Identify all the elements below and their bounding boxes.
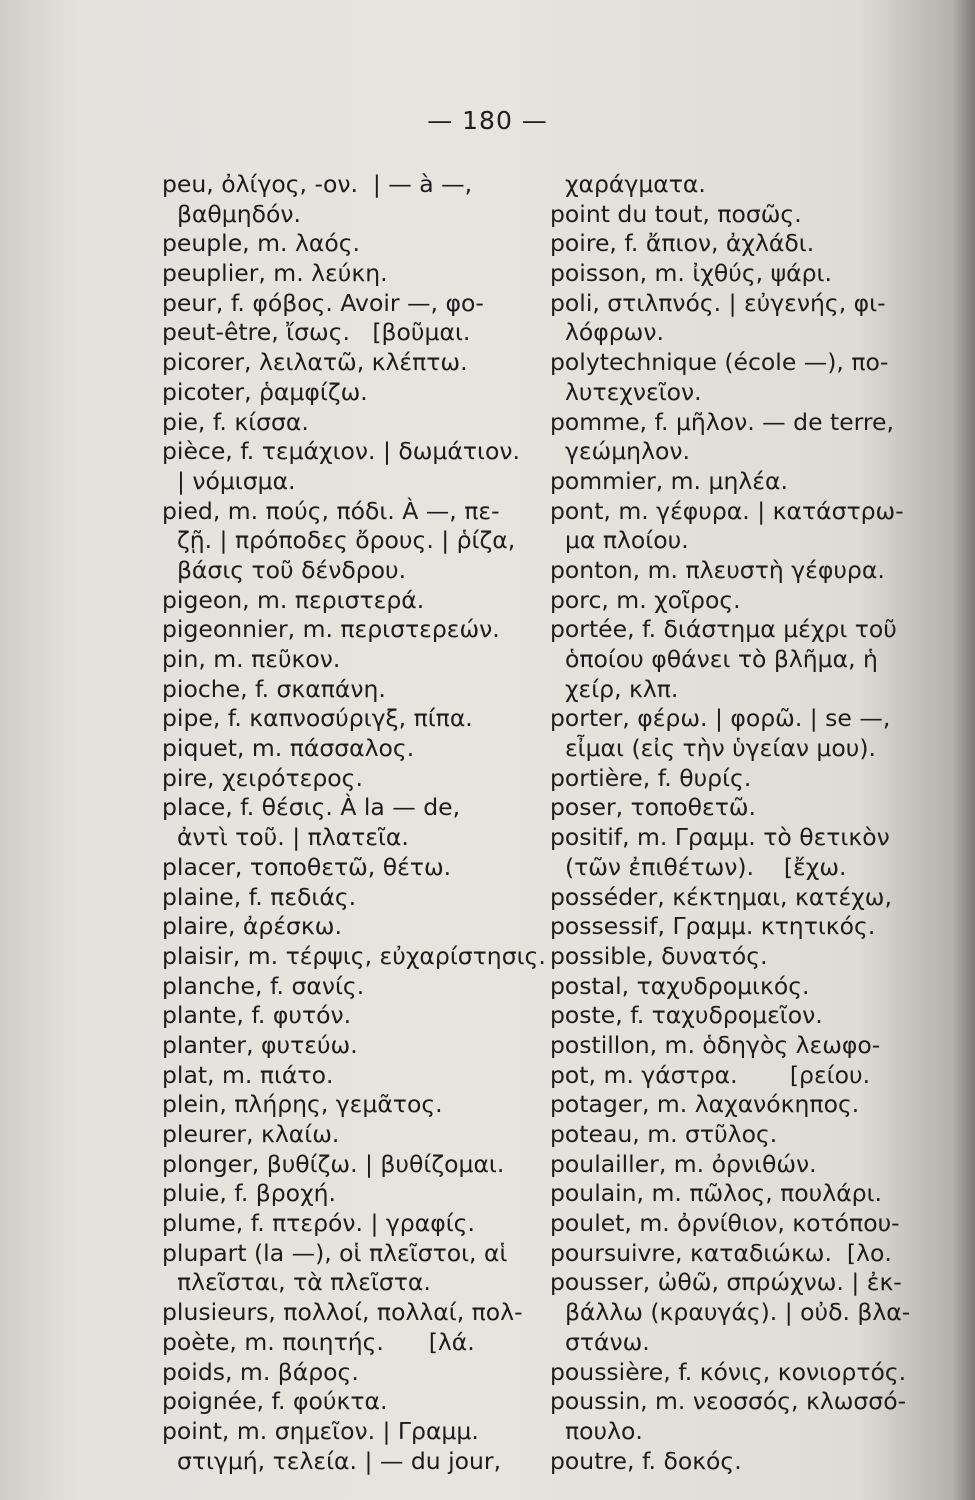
dictionary-entry-line: porc, m. χοῖρος. bbox=[550, 585, 741, 614]
dictionary-entry-line: pioche, f. σκαπάνη. bbox=[162, 674, 386, 703]
dictionary-entry-line: picorer, λειλατῶ, κλέπτω. bbox=[162, 348, 468, 377]
dictionary-entry-line: poli, στιλπνός. | εὐγενής, φι- bbox=[550, 288, 886, 317]
dictionary-entry-line: pie, f. κίσσα. bbox=[162, 407, 309, 436]
dictionary-entry-line: pied, m. πούς, πόδι. À —, πε- bbox=[162, 496, 500, 525]
dictionary-entry-line: ὁποίου φθάνει τὸ βλῆμα, ἡ bbox=[550, 645, 878, 673]
dictionary-entry-line: βαθμηδόν. bbox=[162, 199, 302, 228]
dictionary-entry-line: picoter, ῥαμφίζω. bbox=[162, 377, 368, 406]
dictionary-entry-line: pomme, f. μῆλον. — de terre, bbox=[550, 407, 894, 436]
dictionary-entry-line: portée, f. διάστημα μέχρι τοῦ bbox=[550, 615, 897, 644]
dictionary-entry-line: postal, ταχυδρομικός. bbox=[550, 971, 810, 1000]
dictionary-entry-line: pleurer, κλαίω. bbox=[162, 1120, 340, 1148]
dictionary-entry-line: poutre, f. δοκός. bbox=[550, 1446, 742, 1475]
dictionary-entry-line: plupart (la —), οἱ πλεῖστοι, αἱ bbox=[162, 1238, 508, 1267]
dictionary-entry-line: γεώμηλον. bbox=[550, 437, 690, 466]
page-edge-shadow bbox=[953, 0, 975, 1500]
dictionary-entry-line: potager, m. λαχανόκηπος. bbox=[550, 1090, 860, 1119]
page-number: — 180 — bbox=[427, 106, 548, 135]
dictionary-entry-line: poids, m. βάρος. bbox=[162, 1357, 359, 1386]
dictionary-entry-line: plonger, βυθίζω. | βυθίζομαι. bbox=[162, 1149, 505, 1178]
dictionary-entry-line: λόφρων. bbox=[550, 318, 664, 347]
dictionary-entry-line: μα πλοίου. bbox=[550, 526, 689, 555]
dictionary-entry-line: peu, ὀλίγος, -ον. | — à —, bbox=[162, 170, 473, 198]
left-column bbox=[162, 170, 546, 1476]
dictionary-entry-line: poste, f. ταχυδρομεῖον. bbox=[550, 1001, 823, 1030]
dictionary-entry-line: | νόμισμα. bbox=[162, 466, 296, 495]
dictionary-entry-line: στάνω. bbox=[550, 1327, 650, 1356]
dictionary-entry-line: posséder, κέκτημαι, κατέχω, bbox=[550, 882, 892, 911]
dictionary-entry-line: λυτεχνεῖον. bbox=[550, 377, 702, 406]
right-column bbox=[550, 170, 920, 1476]
dictionary-entry-line: plaire, ἀρέσκω. bbox=[162, 912, 342, 941]
dictionary-entry-line: plume, f. πτερόν. | γραφίς. bbox=[162, 1209, 475, 1238]
dictionary-entry-line: poignée, f. φούκτα. bbox=[162, 1387, 388, 1416]
dictionary-entry-line: planter, φυτεύω. bbox=[162, 1030, 358, 1059]
dictionary-entry-line: poulet, m. ὀρνίθιον, κοτόπου- bbox=[550, 1209, 900, 1238]
dictionary-entry-line: peuple, m. λαός. bbox=[162, 229, 360, 258]
dictionary-entry-line: poulailler, m. ὀρνιθών. bbox=[550, 1149, 817, 1178]
dictionary-entry-line: poser, τοποθετῶ. bbox=[550, 793, 757, 822]
dictionary-entry-line: poète, m. ποιητής. [λά. bbox=[162, 1327, 475, 1356]
dictionary-entry-line: point, m. σημεῖον. | Γραμμ. bbox=[162, 1416, 479, 1445]
dictionary-entry-line: portière, f. θυρίς. bbox=[550, 763, 752, 792]
dictionary-entry-line: στιγμή, τελεία. | — du jour, bbox=[162, 1446, 502, 1475]
dictionary-entry-line: planche, f. σανίς. bbox=[162, 971, 365, 1000]
dictionary-entry-line: placer, τοποθετῶ, θέτω. bbox=[162, 852, 452, 881]
dictionary-entry-line: pont, m. γέφυρα. | κατάστρω- bbox=[550, 496, 904, 525]
dictionary-entry-line: (τῶν ἐπιθέτων). [ἔχω. bbox=[550, 852, 847, 881]
dictionary-entry-line: porter, φέρω. | φορῶ. | se —, bbox=[550, 704, 891, 733]
dictionary-entry-line: peuplier, m. λεύκη. bbox=[162, 259, 388, 288]
dictionary-entry-line: πουλο. bbox=[550, 1416, 643, 1445]
dictionary-entry-line: polytechnique (école —), πο- bbox=[550, 348, 889, 377]
dictionary-entry-line: poulain, m. πῶλος, πουλάρι. bbox=[550, 1179, 883, 1208]
dictionary-entry-line: χείρ, κλπ. bbox=[550, 674, 679, 703]
dictionary-entry-line: βάσις τοῦ δένδρου. bbox=[162, 555, 407, 584]
dictionary-entry-line: pipe, f. καπνοσύριγξ, πίπα. bbox=[162, 704, 473, 733]
dictionary-entry-line: ponton, m. πλευστὴ γέφυρα. bbox=[550, 555, 885, 584]
dictionary-entry-line: ἀντὶ τοῦ. | πλατεῖα. bbox=[162, 823, 409, 852]
dictionary-entry-line: poursuivre, καταδιώκω. [λο. bbox=[550, 1238, 892, 1267]
dictionary-entry-line: place, f. θέσις. À la — de, bbox=[162, 793, 461, 822]
dictionary-entry-line: poisson, m. ἰχθύς, ψάρι. bbox=[550, 259, 832, 288]
dictionary-entry-line: plante, f. φυτόν. bbox=[162, 1001, 352, 1030]
dictionary-entry-line: plusieurs, πολλοί, πολλαί, πολ- bbox=[162, 1298, 523, 1327]
dictionary-entry-line: πλεῖσται, τὰ πλεῖστα. bbox=[162, 1268, 431, 1297]
dictionary-entry-line: pire, χειρότερος. bbox=[162, 763, 363, 792]
dictionary-entry-line: piquet, m. πάσσαλος. bbox=[162, 734, 415, 763]
dictionary-entry-line: pin, m. πεῦκον. bbox=[162, 645, 341, 673]
dictionary-entry-line: βάλλω (κραυγάς). | οὐδ. βλα- bbox=[550, 1298, 911, 1327]
dictionary-entry-line: poussin, m. νεοσσός, κλωσσό- bbox=[550, 1387, 907, 1416]
dictionary-entry-line: plein, πλήρης, γεμᾶτος. bbox=[162, 1090, 443, 1119]
dictionary-entry-line: pommier, m. μηλέα. bbox=[550, 466, 788, 495]
dictionary-entry-line: poire, f. ἄπιον, ἀχλάδι. bbox=[550, 229, 815, 258]
dictionary-entry-line: pigeonnier, m. περιστερεών. bbox=[162, 615, 500, 644]
dictionary-entry-line: poteau, m. στῦλος. bbox=[550, 1120, 778, 1148]
dictionary-entry-line: plaisir, m. τέρψις, εὐχαρίστησις. bbox=[162, 941, 546, 970]
dictionary-entry-line: peur, f. φόβος. Avoir —, φο- bbox=[162, 288, 484, 317]
dictionary-entry-line: positif, m. Γραμμ. τὸ θετικὸν bbox=[550, 823, 890, 852]
dictionary-entry-line: poussière, f. κόνις, κονιορτός. bbox=[550, 1357, 907, 1386]
dictionary-entry-line: postillon, m. ὁδηγὸς λεωφο- bbox=[550, 1030, 881, 1059]
dictionary-entry-line: plaine, f. πεδιάς. bbox=[162, 882, 357, 911]
dictionary-entry-line: peut-être, ἴσως. [βοῦμαι. bbox=[162, 318, 471, 347]
dictionary-entry-line: pousser, ὠθῶ, σπρώχνω. | ἐκ- bbox=[550, 1268, 902, 1297]
dictionary-entry-line: pot, m. γάστρα. [ρείου. bbox=[550, 1060, 871, 1089]
dictionary-entry-line: point du tout, ποσῶς. bbox=[550, 199, 802, 228]
dictionary-entry-line: pigeon, m. περιστερά. bbox=[162, 585, 425, 614]
dictionary-entry-line: possessif, Γραμμ. κτητικός. bbox=[550, 912, 876, 941]
dictionary-entry-line: pièce, f. τεμάχιον. | δωμάτιον. bbox=[162, 437, 520, 466]
dictionary-entry-line: plat, m. πιάτο. bbox=[162, 1060, 334, 1089]
dictionary-entry-line: ζῇ. | πρόποδες ὄρους. | ῥίζα, bbox=[162, 526, 516, 555]
dictionary-entry-line: εἶμαι (εἰς τὴν ὑγείαν μου). bbox=[550, 734, 876, 763]
dictionary-entry-line: possible, δυνατός. bbox=[550, 941, 768, 970]
dictionary-entry-line: pluie, f. βροχή. bbox=[162, 1179, 337, 1208]
dictionary-entry-line: χαράγματα. bbox=[550, 170, 706, 198]
